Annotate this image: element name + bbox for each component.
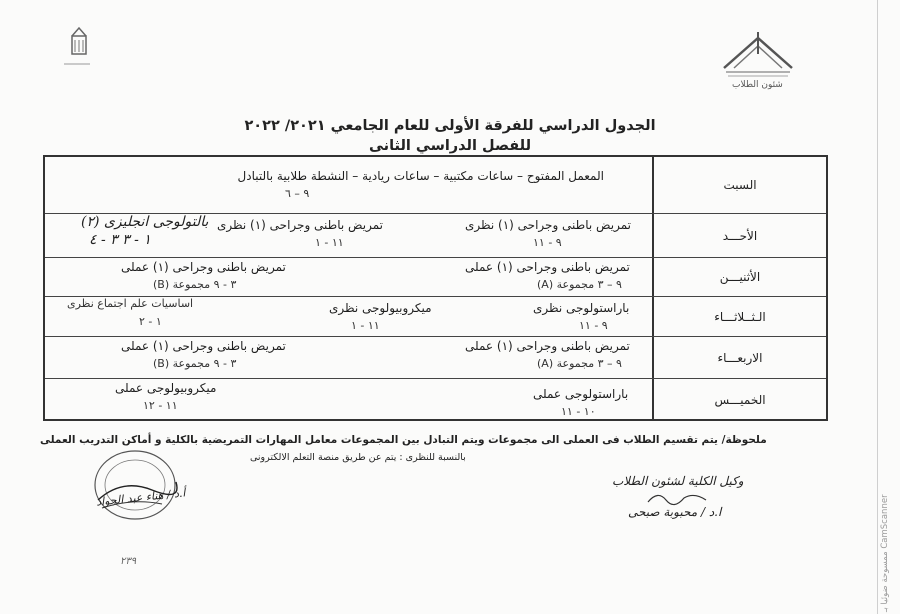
monday-group-2: ٣ - ٩ مجموعة (B) xyxy=(153,278,237,291)
wednesday-course-1: تمريض باطنى وجراحى (١) عملى xyxy=(465,339,630,353)
day-monday: الأثنيـــن xyxy=(719,270,761,284)
table-row-sunday xyxy=(45,214,826,258)
scan-edge xyxy=(877,0,878,614)
sunday-time-1: ٩ - ١١ xyxy=(533,236,562,249)
thursday-time-1: ١٠ - ١١ xyxy=(561,405,596,418)
day-sunday: الأحـــد xyxy=(722,228,758,243)
tuesday-time-2: ١١ - ١ xyxy=(351,319,380,332)
faculty-logo-icon xyxy=(718,24,798,84)
vice-dean-name: ا.د / محبوبة صبحى xyxy=(628,505,722,519)
table-row-thursday xyxy=(45,379,826,421)
tuesday-course-3: اساسيات علم اجتماع نظرى xyxy=(67,297,194,310)
faculty-stamp-icon xyxy=(92,448,178,522)
thursday-course-2: ميكروبيولوجى عملى xyxy=(115,381,217,395)
table-row-monday xyxy=(45,258,826,297)
tuesday-course-1: باراستولوجى نظرى xyxy=(533,301,630,315)
sunday-time-3: ١ - ٣ ٣ - ٤ xyxy=(89,232,151,248)
sunday-course-2: تمريض باطنى وجراحى (١) نظرى xyxy=(217,218,383,232)
table-row-saturday xyxy=(45,157,826,214)
page-mark: ٢٣٩ xyxy=(120,556,137,567)
page-title: الجدول الدراسي للفرقة الأولى للعام الجامعي ٢٠٢١/ ٢٠٢٢ xyxy=(244,118,656,134)
table-row-tuesday xyxy=(45,297,826,337)
wednesday-group-2: ٣ - ٩ مجموعة (B) xyxy=(153,357,237,370)
day-tuesday: الـثــلاثـــاء xyxy=(714,309,766,324)
monday-course-1: تمريض باطنى وجراحى (١) عملى xyxy=(465,260,630,274)
schedule-note: ملحوظة/ يتم تقسيم الطلاب فى العملى الى مجموعات ويتم التبادل بين المجموعات معامل المهارات التمريضية بالكلية و أماكن التدريب العملى xyxy=(40,434,767,446)
tuesday-time-3: ١ - ٢ xyxy=(139,315,162,328)
wednesday-group-1: ٩ – ٣ مجموعة (A) xyxy=(537,357,622,370)
vice-dean-title: وكيل الكلية لشئون الطلاب xyxy=(612,474,744,488)
wednesday-course-2: تمريض باطنى وجراحى (١) عملى xyxy=(121,339,286,353)
thursday-time-2: ١١ - ١٢ xyxy=(143,399,178,412)
tuesday-course-2: ميكروبيولوجى نظرى xyxy=(329,301,432,315)
tuesday-time-1: ٩ - ١١ xyxy=(579,319,608,332)
day-wednesday: الاربعـــاء xyxy=(717,350,763,365)
saturday-time: ٩ – ٦ xyxy=(285,187,310,200)
page-subtitle: للفصل الدراسي الثانى xyxy=(368,138,532,154)
saturday-activities: المعمل المفتوح – ساعات مكتبية – ساعات ريادية – النشطة طلابية بالتبادل xyxy=(237,169,604,183)
camscanner-watermark: ممسوحة ضوئيا بـ CamScanner xyxy=(880,494,890,612)
day-saturday: السبت xyxy=(723,178,757,192)
university-logo-icon xyxy=(42,18,102,70)
theory-note: بالنسبة للنظرى : يتم عن طريق منصة التعلم الالكترونى xyxy=(250,452,466,463)
monday-group-1: ٩ – ٣ مجموعة (A) xyxy=(537,278,622,291)
dept-label: شئون الطلاب xyxy=(732,80,783,90)
sunday-course-1: تمريض باطنى وجراحى (١) نظرى xyxy=(465,218,631,232)
sunday-course-3: بالتولوجى انجليزى (٢) xyxy=(81,214,209,230)
thursday-course-1: باراستولوجى عملى xyxy=(533,387,629,401)
schedule-table xyxy=(43,155,828,421)
day-thursday: الخميـــس xyxy=(714,393,766,407)
dean-name: أ.د / هناء عبد الجواد xyxy=(95,486,187,509)
sunday-time-2: ١١ - ١ xyxy=(315,236,344,249)
table-row-wednesday xyxy=(45,337,826,379)
monday-course-2: تمريض باطنى وجراحى (١) عملى xyxy=(121,260,286,274)
